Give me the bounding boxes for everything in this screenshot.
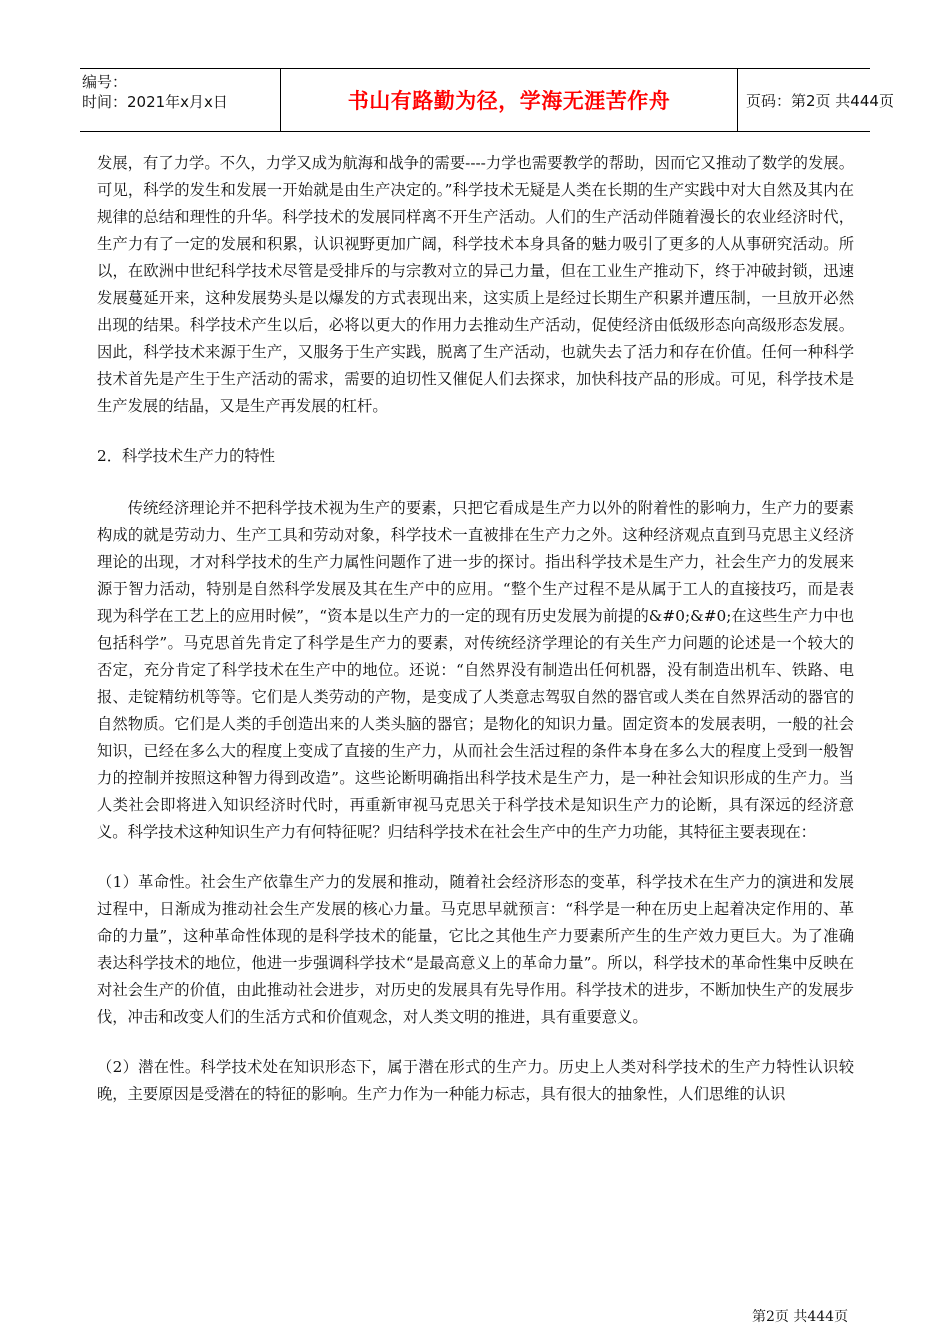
section-heading: 2．科学技术生产力的特性 [97, 447, 275, 465]
header-meta [80, 69, 280, 131]
paragraph-3: （1）革命性。社会生产依靠生产力的发展和推动，随着社会经济形态的变革，科学技术在生产力的演进和发展过程中，日渐成为推动社会生产发展的核心力量。马克思早就预言：“科学是一种在历史上起着决定作用的、革命的力量”，这种革命性体现的是科学技术的能量，它比之其他生产力要素所产生的生产效力更巨大。为了准确表达科学技术的地位，他进一步强调科学技术“是最高意义上的革命力量”。所以，科学技术的革命性集中反映在对社会生产的价值，由此推动社会进步，对历史的发展具有先导作用。科学技术的进步，不断加快生产的发展步伐，冲击和改变人们的生活方式和价值观念，对人类文明的推进，具有重要意义。 [97, 873, 854, 1026]
paragraph-2: 传统经济理论并不把科学技术视为生产的要素，只把它看成是生产力以外的附着性的影响力，生产力的要素构成的就是劳动力、生产工具和劳动对象，科学技术一直被排在生产力之外。这种经济观点直到马克思主义经济理论的出现，才对科学技术的生产力属性问题作了进一步的探讨。指出科学技术是生产力，社会生产力的发展来源于智力活动，特别是自然科学发展及其在生产中的应用。“整个生产过程不是从属于工人的直接技巧，而是表现为科学在工艺上的应用时候”，“资本是以生产力的一定的现有历史发展为前提的&#0;&#0;在这些生产力中也包括科学”。马克思首先肯定了科学是生产力的要素，对传统经济学理论的有关生产力问题的论述是一个较大的否定，充分肯定了科学技术在生产中的地位。还说：“自然界没有制造出任何机器，没有制造出机车、铁路、电报、走锭精纺机等等。它们是人类劳动的产物，是变成了人类意志驾驭自然的器官或人类在自然界活动的器官的自然物质。它们是人类的手创造出来的人类头脑的器官；是物化的知识力量。固定资本的发展表明，一般的社会知识，已经在多么大的程度上变成了直接的生产力，从而社会生活过程的条件本身在多么大的程度上受到一般智力的控制并按照这种智力得到改造”。这些论断明确指出科学技术是生产力，是一种社会知识形成的生产力。当人类社会即将进入知识经济时代时，再重新审视马克思关于科学技术是知识生产力的论断，具有深远的经济意义。科学技术这种知识生产力有何特征呢？归结科学技术在社会生产中的生产力功能，其特征主要表现在： [97, 499, 854, 841]
header-page-info: 页码：第2页 共444页 [746, 91, 894, 110]
page-footer: 第2页 共444页 [752, 1309, 849, 1325]
header-motto: 书山有路勤为径，学海无涯苦作舟 [280, 69, 738, 131]
document-number-label: 编号： [82, 73, 128, 91]
paragraph-1: 发展，有了力学。不久，力学又成为航海和战争的需要----力学也需要教学的帮助，因而它又推动了数学的发展。可见，科学的发生和发展一开始就是由生产决定的。”科学技术无疑是人类在长期的生产实践中对大自然及其内在规律的总结和理性的升华。科学技术的发展同样离不开生产活动。人们的生产活动伴随着漫长的农业经济时代，生产力有了一定的发展和积累，认识视野更加广阔，科学技术本身具备的魅力吸引了更多的人从事研究活动。所以，在欧洲中世纪科学技术尽管是受排斥的与宗教对立的异己力量，但在工业生产推动下，终于冲破封锁，迅速发展蔓延开来，这种发展势头是以爆发的方式表现出来，这实质上是经过长期生产积累并遭压制，一旦放开必然出现的结果。科学技术产生以后，必将以更大的作用力去推动生产活动，促使经济由低级形态向高级形态发展。因此，科学技术来源于生产，又服务于生产实践，脱离了生产活动，也就失去了活力和存在价值。任何一种科学技术首先是产生于生产活动的需求，需要的迫切性又催促人们去探求，加快科技产品的形成。可见，科学技术是生产发展的结晶，又是生产再发展的杠杆。 [97, 154, 854, 415]
document-body [97, 150, 854, 1108]
document-date: 时间：2021年x月x日 [82, 93, 228, 111]
page-header [80, 68, 894, 132]
paragraph-4: （2）潜在性。科学技术处在知识形态下，属于潜在形式的生产力。历史上人类对科学技术的生产力特性认识较晚，主要原因是受潜在的特征的影响。生产力作为一种能力标志，具有很大的抽象性，人们思维的认识 [97, 1058, 854, 1103]
